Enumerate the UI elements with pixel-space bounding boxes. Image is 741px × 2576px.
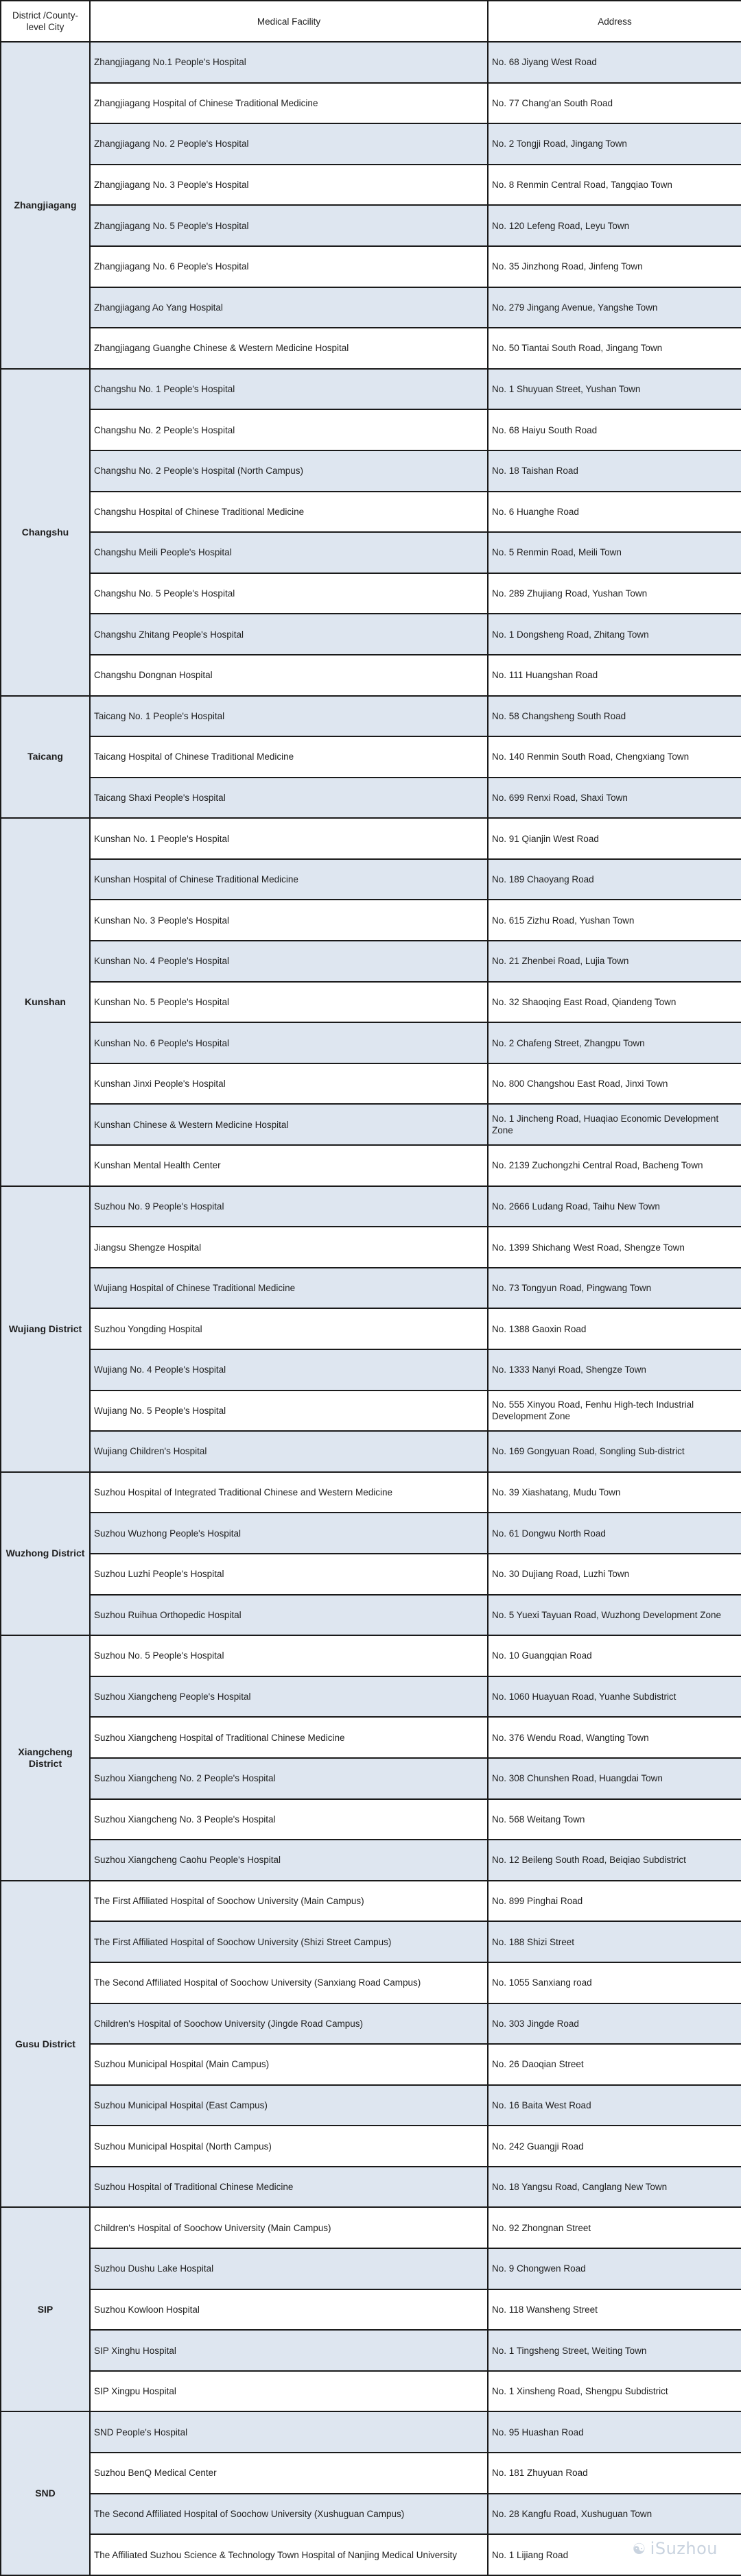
table-row <box>1 818 741 859</box>
facility-cell: Suzhou BenQ Medical Center <box>90 2453 488 2494</box>
table-row <box>1 2248 741 2289</box>
table-row <box>1 2289 741 2331</box>
district-cell: Wuzhong District <box>1 1472 90 1635</box>
table-row <box>1 165 741 206</box>
address-cell: No. 1388 Gaoxin Road <box>488 1308 741 1349</box>
table-row <box>1 573 741 614</box>
table-row <box>1 2126 741 2167</box>
address-cell: No. 68 Jiyang West Road <box>488 42 741 83</box>
table-row <box>1 2003 741 2045</box>
facility-cell: Wujiang No. 4 People's Hospital <box>90 1349 488 1391</box>
table-row <box>1 1881 741 1922</box>
facility-cell: Suzhou Municipal Hospital (North Campus) <box>90 2126 488 2167</box>
address-cell: No. 279 Jingang Avenue, Yangshe Town <box>488 287 741 328</box>
address-cell: No. 5 Renmin Road, Meili Town <box>488 532 741 573</box>
address-cell: No. 2139 Zuchongzhi Central Road, Bacheng Town <box>488 1145 741 1186</box>
address-cell: No. 39 Xiashatang, Mudu Town <box>488 1472 741 1513</box>
address-cell: No. 111 Huangshan Road <box>488 655 741 696</box>
table-row <box>1 1921 741 1962</box>
table-row <box>1 1554 741 1595</box>
district-cell: Taicang <box>1 696 90 819</box>
address-cell: No. 1333 Nanyi Road, Shengze Town <box>488 1349 741 1391</box>
table-row <box>1 1145 741 1186</box>
facility-cell: Suzhou Xiangcheng Caohu People's Hospital <box>90 1840 488 1881</box>
table-row <box>1 369 741 410</box>
facility-cell: Wujiang Children's Hospital <box>90 1431 488 1472</box>
address-cell: No. 2 Chafeng Street, Zhangpu Town <box>488 1022 741 1063</box>
table-row <box>1 1104 741 1145</box>
address-cell: No. 28 Kangfu Road, Xushuguan Town <box>488 2494 741 2535</box>
table-row <box>1 982 741 1023</box>
watermark-text: iSuzhou <box>650 2539 718 2558</box>
facility-cell: Suzhou Hospital of Traditional Chinese Medicine <box>90 2167 488 2208</box>
address-cell: No. 18 Yangsu Road, Canglang New Town <box>488 2167 741 2208</box>
district-cell: SND <box>1 2411 90 2575</box>
table-row <box>1 1268 741 1309</box>
facility-cell: Children's Hospital of Soochow University (Jingde Road Campus) <box>90 2003 488 2045</box>
table-row <box>1 1022 741 1063</box>
table-body <box>1 42 741 2575</box>
facility-cell: SIP Xingpu Hospital <box>90 2371 488 2412</box>
facility-cell: The Second Affiliated Hospital of Soochow University (Sanxiang Road Campus) <box>90 1962 488 2003</box>
facility-cell: Changshu No. 2 People's Hospital (North Campus) <box>90 450 488 492</box>
facility-cell: Kunshan No. 5 People's Hospital <box>90 982 488 1023</box>
table-row <box>1 409 741 450</box>
address-cell: No. 376 Wendu Road, Wangting Town <box>488 1717 741 1758</box>
table-row <box>1 450 741 492</box>
address-cell: No. 73 Tongyun Road, Pingwang Town <box>488 1268 741 1309</box>
facility-cell: Kunshan No. 1 People's Hospital <box>90 818 488 859</box>
table-row <box>1 1513 741 1554</box>
facility-cell: Changshu Hospital of Chinese Traditional Medicine <box>90 492 488 533</box>
address-cell: No. 555 Xinyou Road, Fenhu High-tech Industrial Development Zone <box>488 1391 741 1432</box>
facility-cell: The Affiliated Suzhou Science & Technology Town Hospital of Nanjing Medical University <box>90 2534 488 2575</box>
address-cell: No. 289 Zhujiang Road, Yushan Town <box>488 573 741 614</box>
table-row <box>1 2453 741 2494</box>
table-row <box>1 492 741 533</box>
district-cell: Zhangjiagang <box>1 42 90 369</box>
address-cell: No. 181 Zhuyuan Road <box>488 2453 741 2494</box>
address-cell: No. 8 Renmin Central Road, Tangqiao Town <box>488 165 741 206</box>
table-row <box>1 42 741 83</box>
facility-cell: Jiangsu Shengze Hospital <box>90 1227 488 1268</box>
facility-cell: Suzhou Municipal Hospital (East Campus) <box>90 2085 488 2126</box>
facility-cell: Suzhou No. 5 People's Hospital <box>90 1635 488 1676</box>
table-row <box>1 1595 741 1636</box>
address-cell: No. 30 Dujiang Road, Luzhi Town <box>488 1554 741 1595</box>
address-cell: No. 6 Huanghe Road <box>488 492 741 533</box>
table-row <box>1 1962 741 2003</box>
district-cell: SIP <box>1 2207 90 2411</box>
address-cell: No. 1 Xinsheng Road, Shengpu Subdistrict <box>488 2371 741 2412</box>
facility-cell: Kunshan No. 6 People's Hospital <box>90 1022 488 1063</box>
table-row <box>1 1391 741 1432</box>
table-row <box>1 614 741 655</box>
address-cell: No. 1 Dongsheng Road, Zhitang Town <box>488 614 741 655</box>
district-cell: Wujiang District <box>1 1186 90 1472</box>
address-cell: No. 21 Zhenbei Road, Lujia Town <box>488 941 741 982</box>
table-row <box>1 83 741 124</box>
address-cell: No. 140 Renmin South Road, Chengxiang Town <box>488 736 741 778</box>
district-cell: Changshu <box>1 369 90 696</box>
address-cell: No. 1 Jincheng Road, Huaqiao Economic Development Zone <box>488 1104 741 1145</box>
watermark <box>632 2539 718 2558</box>
facility-cell: Zhangjiagang No. 6 People's Hospital <box>90 246 488 287</box>
table-row <box>1 2085 741 2126</box>
address-cell: No. 58 Changsheng South Road <box>488 696 741 737</box>
facility-cell: Zhangjiagang No.1 People's Hospital <box>90 42 488 83</box>
facility-cell: Suzhou Luzhi People's Hospital <box>90 1554 488 1595</box>
facility-cell: Suzhou No. 9 People's Hospital <box>90 1186 488 1227</box>
facility-cell: Taicang No. 1 People's Hospital <box>90 696 488 737</box>
table-row <box>1 859 741 900</box>
address-cell: No. 308 Chunshen Road, Huangdai Town <box>488 1758 741 1799</box>
table-row <box>1 2494 741 2535</box>
table-row <box>1 655 741 696</box>
facility-cell: Suzhou Ruihua Orthopedic Hospital <box>90 1595 488 1636</box>
table-row <box>1 123 741 165</box>
address-cell: No. 188 Shizi Street <box>488 1921 741 1962</box>
table-row <box>1 205 741 246</box>
table-row <box>1 2167 741 2208</box>
table-row <box>1 2330 741 2371</box>
table-row <box>1 900 741 941</box>
address-cell: No. 18 Taishan Road <box>488 450 741 492</box>
address-cell: No. 899 Pinghai Road <box>488 1881 741 1922</box>
facility-cell: Kunshan No. 3 People's Hospital <box>90 900 488 941</box>
table-row <box>1 532 741 573</box>
table-row <box>1 696 741 737</box>
table-row <box>1 1472 741 1513</box>
facility-cell: Suzhou Hospital of Integrated Traditional Chinese and Western Medicine <box>90 1472 488 1513</box>
facility-cell: Suzhou Xiangcheng People's Hospital <box>90 1676 488 1718</box>
facility-cell: Taicang Hospital of Chinese Traditional Medicine <box>90 736 488 778</box>
address-cell: No. 568 Weitang Town <box>488 1799 741 1840</box>
facility-cell: The First Affiliated Hospital of Soochow University (Main Campus) <box>90 1881 488 1922</box>
address-cell: No. 303 Jingde Road <box>488 2003 741 2045</box>
table-row <box>1 1717 741 1758</box>
facility-cell: Suzhou Wuzhong People's Hospital <box>90 1513 488 1554</box>
address-cell: No. 9 Chongwen Road <box>488 2248 741 2289</box>
table-row <box>1 1799 741 1840</box>
facility-cell: Kunshan Hospital of Chinese Traditional Medicine <box>90 859 488 900</box>
district-cell: Gusu District <box>1 1881 90 2208</box>
address-cell: No. 16 Baita West Road <box>488 2085 741 2126</box>
table-row <box>1 287 741 328</box>
table-row <box>1 1431 741 1472</box>
address-cell: No. 35 Jinzhong Road, Jinfeng Town <box>488 246 741 287</box>
table-header-row <box>1 1 741 42</box>
facility-cell: Kunshan No. 4 People's Hospital <box>90 941 488 982</box>
district-cell: Xiangcheng District <box>1 1635 90 1881</box>
address-cell: No. 50 Tiantai South Road, Jingang Town <box>488 328 741 369</box>
header-medical-facility: Medical Facility <box>90 1 488 42</box>
facility-cell: Suzhou Xiangcheng Hospital of Traditional Chinese Medicine <box>90 1717 488 1758</box>
address-cell: No. 10 Guangqian Road <box>488 1635 741 1676</box>
table-row <box>1 2411 741 2453</box>
facility-cell: Suzhou Xiangcheng No. 3 People's Hospital <box>90 1799 488 1840</box>
facility-cell: SND People's Hospital <box>90 2411 488 2453</box>
address-cell: No. 118 Wansheng Street <box>488 2289 741 2331</box>
table-row <box>1 778 741 819</box>
address-cell: No. 615 Zizhu Road, Yushan Town <box>488 900 741 941</box>
address-cell: No. 77 Chang'an South Road <box>488 83 741 124</box>
facility-cell: Taicang Shaxi People's Hospital <box>90 778 488 819</box>
facility-cell: The Second Affiliated Hospital of Soochow University (Xushuguan Campus) <box>90 2494 488 2535</box>
address-cell: No. 92 Zhongnan Street <box>488 2207 741 2248</box>
address-cell: No. 1055 Sanxiang road <box>488 1962 741 2003</box>
facility-cell: Suzhou Dushu Lake Hospital <box>90 2248 488 2289</box>
facility-cell: Suzhou Xiangcheng No. 2 People's Hospital <box>90 1758 488 1799</box>
address-cell: No. 169 Gongyuan Road, Songling Sub-district <box>488 1431 741 1472</box>
address-cell: No. 26 Daoqian Street <box>488 2044 741 2085</box>
address-cell: No. 1060 Huayuan Road, Yuanhe Subdistrict <box>488 1676 741 1718</box>
address-cell: No. 61 Dongwu North Road <box>488 1513 741 1554</box>
facility-cell: Zhangjiagang No. 3 People's Hospital <box>90 165 488 206</box>
address-cell: No. 800 Changshou East Road, Jinxi Town <box>488 1063 741 1105</box>
address-cell: No. 1399 Shichang West Road, Shengze Town <box>488 1227 741 1268</box>
facility-cell: Kunshan Jinxi People's Hospital <box>90 1063 488 1105</box>
table-row <box>1 941 741 982</box>
table-row <box>1 328 741 369</box>
table-row <box>1 736 741 778</box>
facility-cell: Wujiang Hospital of Chinese Traditional Medicine <box>90 1268 488 1309</box>
facility-cell: Changshu Zhitang People's Hospital <box>90 614 488 655</box>
table-row <box>1 2044 741 2085</box>
table-row <box>1 246 741 287</box>
facility-cell: Children's Hospital of Soochow University (Main Campus) <box>90 2207 488 2248</box>
table-row <box>1 1840 741 1881</box>
facility-cell: Zhangjiagang Hospital of Chinese Traditional Medicine <box>90 83 488 124</box>
facility-cell: Zhangjiagang No. 2 People's Hospital <box>90 123 488 165</box>
address-cell: No. 95 Huashan Road <box>488 2411 741 2453</box>
facility-cell: Zhangjiagang Guanghe Chinese & Western Medicine Hospital <box>90 328 488 369</box>
facility-cell: Changshu No. 2 People's Hospital <box>90 409 488 450</box>
table-row <box>1 1063 741 1105</box>
facility-cell: Wujiang No. 5 People's Hospital <box>90 1391 488 1432</box>
table-row <box>1 1635 741 1676</box>
district-cell: Kunshan <box>1 818 90 1185</box>
address-cell: No. 2 Tongji Road, Jingang Town <box>488 123 741 165</box>
address-cell: No. 189 Chaoyang Road <box>488 859 741 900</box>
facility-cell: Kunshan Chinese & Western Medicine Hospital <box>90 1104 488 1145</box>
header-address: Address <box>488 1 741 42</box>
table-row <box>1 1308 741 1349</box>
address-cell: No. 1 Tingsheng Street, Weiting Town <box>488 2330 741 2371</box>
facility-cell: Kunshan Mental Health Center <box>90 1145 488 1186</box>
facility-cell: Zhangjiagang Ao Yang Hospital <box>90 287 488 328</box>
facility-cell: Zhangjiagang No. 5 People's Hospital <box>90 205 488 246</box>
header-district: District /County-level City <box>1 1 90 42</box>
facility-cell: Suzhou Municipal Hospital (Main Campus) <box>90 2044 488 2085</box>
facility-cell: SIP Xinghu Hospital <box>90 2330 488 2371</box>
address-cell: No. 2666 Ludang Road, Taihu New Town <box>488 1186 741 1227</box>
table-row <box>1 1676 741 1718</box>
table-row <box>1 2534 741 2575</box>
facility-cell: Suzhou Yongding Hospital <box>90 1308 488 1349</box>
table-row <box>1 1349 741 1391</box>
facility-cell: Changshu Meili People's Hospital <box>90 532 488 573</box>
address-cell: No. 91 Qianjin West Road <box>488 818 741 859</box>
address-cell: No. 1 Shuyuan Street, Yushan Town <box>488 369 741 410</box>
address-cell: No. 1 Lijiang Road <box>488 2534 741 2575</box>
facility-cell: Suzhou Kowloon Hospital <box>90 2289 488 2331</box>
table-row <box>1 1758 741 1799</box>
address-cell: No. 5 Yuexi Tayuan Road, Wuzhong Development Zone <box>488 1595 741 1636</box>
address-cell: No. 699 Renxi Road, Shaxi Town <box>488 778 741 819</box>
facility-cell: Changshu Dongnan Hospital <box>90 655 488 696</box>
table-row <box>1 1227 741 1268</box>
table-row <box>1 2371 741 2412</box>
address-cell: No. 120 Lefeng Road, Leyu Town <box>488 205 741 246</box>
table-row <box>1 2207 741 2248</box>
address-cell: No. 68 Haiyu South Road <box>488 409 741 450</box>
facility-cell: Changshu No. 5 People's Hospital <box>90 573 488 614</box>
table-row <box>1 1186 741 1227</box>
address-cell: No. 242 Guangji Road <box>488 2126 741 2167</box>
address-cell: No. 32 Shaoqing East Road, Qiandeng Town <box>488 982 741 1023</box>
wechat-icon: ☯ <box>632 2541 646 2558</box>
address-cell: No. 12 Beileng South Road, Beiqiao Subdistrict <box>488 1840 741 1881</box>
facility-cell: Changshu No. 1 People's Hospital <box>90 369 488 410</box>
facility-cell: The First Affiliated Hospital of Soochow University (Shizi Street Campus) <box>90 1921 488 1962</box>
